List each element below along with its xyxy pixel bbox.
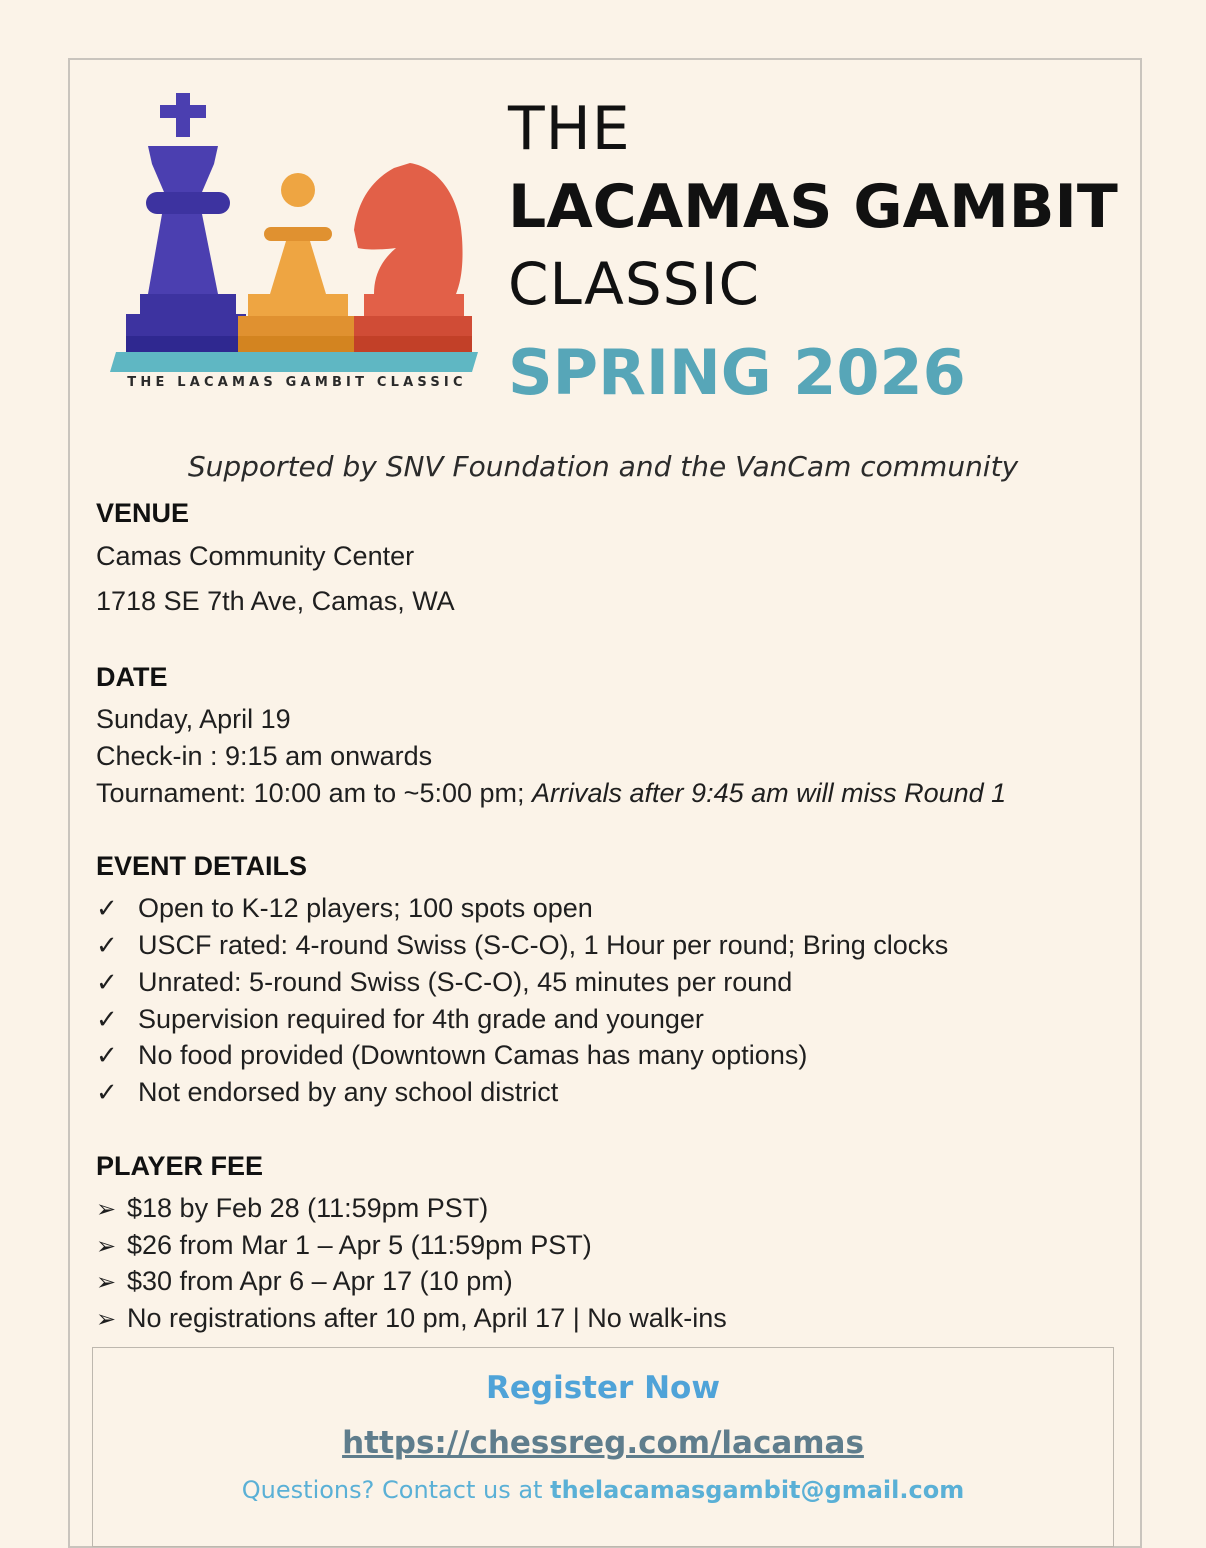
fee-item xyxy=(96,1193,488,1224)
title-line-3: CLASSIC xyxy=(508,250,761,318)
arrow-bullet-icon: ➢ xyxy=(96,1195,117,1223)
register-now-heading: Register Now xyxy=(486,1370,720,1406)
list-item xyxy=(96,893,593,924)
date-heading: DATE xyxy=(96,662,168,692)
pawn-piece-icon xyxy=(238,173,356,352)
list-item xyxy=(96,1040,807,1071)
season-title: SPRING 2026 xyxy=(508,336,966,409)
list-item-text: Open to K-12 players; 100 spots open xyxy=(138,893,593,923)
list-item xyxy=(96,1004,704,1035)
registration-link[interactable]: https://chessreg.com/lacamas xyxy=(342,1425,864,1461)
check-icon: ✓ xyxy=(96,968,118,998)
fee-item-text: $30 from Apr 6 – Apr 17 (10 pm) xyxy=(127,1266,513,1296)
venue-address: 1718 SE 7th Ave, Camas, WA xyxy=(96,586,455,616)
check-icon: ✓ xyxy=(96,894,118,924)
supported-by: Supported by SNV Foundation and the VanCam community xyxy=(187,450,1019,483)
check-icon: ✓ xyxy=(96,1005,118,1035)
player-fee-heading: PLAYER FEE xyxy=(96,1151,264,1181)
tournament-time xyxy=(96,778,1006,809)
fee-item-text: $26 from Mar 1 – Apr 5 (11:59pm PST) xyxy=(127,1230,592,1260)
venue-name: Camas Community Center xyxy=(96,541,415,571)
check-icon: ✓ xyxy=(96,1041,118,1071)
list-item-text: USCF rated: 4-round Swiss (S-C-O), 1 Hour per round; Bring clocks xyxy=(138,930,949,960)
arrow-bullet-icon: ➢ xyxy=(96,1232,117,1260)
date-day: Sunday, April 19 xyxy=(96,704,291,734)
arrival-note: Arrivals after 9:45 am will miss Round 1 xyxy=(532,778,1007,808)
chess-pieces-logo xyxy=(110,88,482,398)
checkin-time: Check-in : 9:15 am onwards xyxy=(96,741,433,771)
logo-caption: THE LACAMAS GAMBIT CLASSIC xyxy=(127,375,467,390)
knight-piece-icon xyxy=(354,163,472,352)
check-icon: ✓ xyxy=(96,1078,118,1108)
arrow-bullet-icon: ➢ xyxy=(96,1268,117,1296)
fee-item-text: $18 by Feb 28 (11:59pm PST) xyxy=(127,1193,489,1223)
list-item-text: Unrated: 5-round Swiss (S-C-O), 45 minutes per round xyxy=(138,967,793,997)
list-item xyxy=(96,1077,558,1108)
list-item-text: No food provided (Downtown Camas has many options) xyxy=(138,1040,808,1070)
title-line-1: THE xyxy=(508,94,631,164)
list-item-text: Not endorsed by any school district xyxy=(138,1077,559,1107)
king-piece-icon xyxy=(126,93,246,352)
title-line-2: LACAMAS GAMBIT xyxy=(508,172,1118,242)
event-details-heading: EVENT DETAILS xyxy=(96,851,308,881)
check-icon: ✓ xyxy=(96,931,118,961)
fee-item xyxy=(96,1303,727,1334)
fee-item xyxy=(96,1230,592,1261)
list-item xyxy=(96,930,948,961)
venue-heading: VENUE xyxy=(96,498,190,528)
arrow-bullet-icon: ➢ xyxy=(96,1305,117,1333)
list-item xyxy=(96,967,792,998)
board-base-icon xyxy=(110,352,478,372)
list-item-text: Supervision required for 4th grade and younger xyxy=(138,1004,704,1034)
contact-line xyxy=(0,1476,1206,1504)
fee-item-text: No registrations after 10 pm, April 17 | No walk-ins xyxy=(127,1303,727,1333)
fee-item xyxy=(96,1266,513,1297)
tournament-hours: Tournament: 10:00 am to ~5:00 pm; xyxy=(96,778,533,808)
contact-email-link[interactable]: thelacamasgambit@gmail.com xyxy=(550,1476,965,1504)
contact-prefix: Questions? Contact us at xyxy=(241,1476,551,1504)
